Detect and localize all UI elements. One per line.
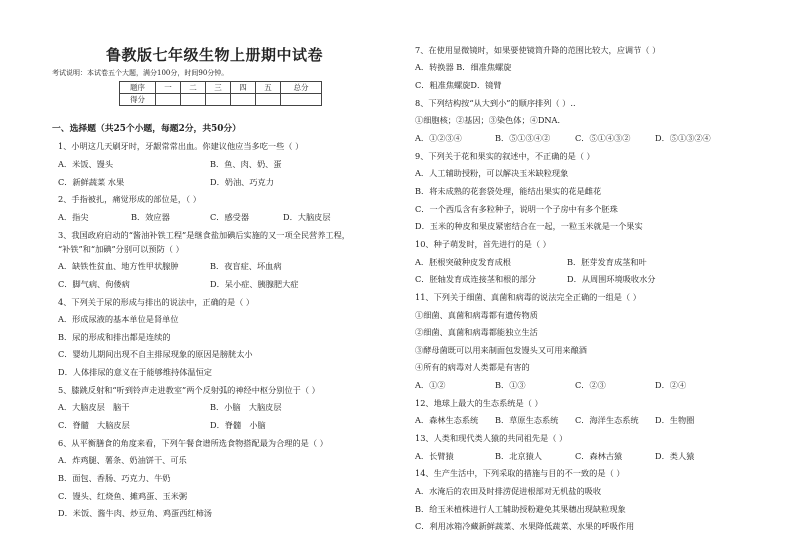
statement-text: ①细菌、真菌和病毒都有遗传物质 — [415, 310, 538, 320]
option-text: D．②④ — [655, 380, 687, 390]
option-text: C．粗准焦螺旋D．镜臂 — [415, 80, 502, 90]
option-text: A．人工辅助授粉，可以解决玉米缺粒现象 — [415, 168, 569, 178]
option-text: A．形成尿液的基本单位是肾单位 — [58, 314, 179, 324]
question-text: 4、下列关于尿的形成与排出的说法中，正确的是（ ） — [58, 297, 255, 307]
option-text: D．奶油、巧克力 — [210, 177, 274, 187]
option-text: D．人体排尿的意义在于能够维持体温恒定 — [58, 367, 212, 377]
option-text: C．婴幼儿期间出现不自主排尿现象的原因是膀胱太小 — [58, 349, 253, 359]
option-text: A．指尖 — [58, 212, 89, 222]
option-text: B．草原生态系统 — [495, 415, 559, 425]
question-text: 10、种子萌发时，首先进行的是（ ） — [415, 239, 551, 249]
score-cell: 题序 — [120, 82, 156, 94]
question-text: 5、膝跳反射和“听到铃声走进教室”两个反射弧的神经中枢分别位于（ ） — [58, 385, 320, 395]
option-text: B．夜盲症、坏血病 — [210, 261, 282, 271]
option-text: C．⑤①④③② — [575, 133, 631, 143]
option-text: B．尿的形成和排出都是连续的 — [58, 332, 171, 342]
option-text: C．脊髓 大脑皮层 — [58, 420, 130, 430]
score-cell: 一 — [156, 82, 181, 94]
score-cell: 五 — [256, 82, 281, 94]
option-text: C．馒头、红烧鱼、摊鸡蛋、玉米粥 — [58, 491, 188, 501]
question-text: “补铁”和“加碘”分别可以预防（ ） — [58, 244, 184, 254]
section-heading: 一、选择题（共25个小题，每题2分，共50分） — [52, 124, 241, 134]
option-text: C．一个西瓜含有多粒种子，说明一个子房中有多个胚珠 — [415, 204, 618, 214]
option-text: A．大脑皮层 脑干 — [58, 402, 130, 412]
option-text: C．胚轴发育成连接茎和根的部分 — [415, 274, 536, 284]
option-text: D．玉米的种皮和果皮紧密结合在一起，一粒玉米就是一个果实 — [415, 221, 643, 231]
score-cell: 二 — [181, 82, 206, 94]
option-text: C．新鲜蔬菜 水果 — [58, 177, 125, 187]
question-text: 3、我国政府启动的“酱油补铁工程”是继食盐加碘后实施的又一项全民营养工程， — [58, 230, 350, 240]
option-text: C．②③ — [575, 380, 606, 390]
option-text: B．鱼、肉、奶、蛋 — [210, 159, 282, 169]
score-cell — [206, 94, 231, 106]
option-text: D．呆小症、胰腺肥大症 — [210, 279, 299, 289]
question-text: 12、地球上最大的生态系统是（ ） — [415, 398, 543, 408]
option-text: A．转换器 B．细准焦螺旋 — [415, 62, 512, 72]
score-cell: 总分 — [281, 82, 322, 94]
option-text: D．从周围环境吸收水分 — [567, 274, 656, 284]
question-text: ①细胞核；②基因；③染色体；④DNA． — [415, 115, 566, 125]
option-text: A．长臂猿 — [415, 451, 454, 461]
option-text: A．森林生态系统 — [415, 415, 479, 425]
score-cell: 四 — [231, 82, 256, 94]
statement-text: ②细菌、真菌和病毒都能独立生活 — [415, 327, 538, 337]
option-text: B．胚芽发育成茎和叶 — [567, 257, 647, 267]
option-text: B．给玉米植株进行人工辅助授粉避免其果穗出现缺粒现象 — [415, 504, 626, 514]
option-text: D．脊髓 小脑 — [210, 420, 266, 430]
option-text: C．利用冰箱冷藏新鲜蔬菜、水果降低蔬菜、水果的呼吸作用 — [415, 521, 635, 531]
option-text: D．⑤①③②④ — [655, 133, 711, 143]
option-text: C．感受器 — [210, 212, 250, 222]
exam-note: 考试说明：本试卷五个大题，满分100分，时间90分钟。 — [52, 69, 229, 77]
option-text: B．效应器 — [131, 212, 170, 222]
score-cell — [281, 94, 322, 106]
question-text: 13、人类和现代类人猿的共同祖先是（ ） — [415, 433, 568, 443]
option-text: B．北京猿人 — [495, 451, 542, 461]
score-cell — [156, 94, 181, 106]
option-text: A．炸鸡腿、薯条、奶油饼干、可乐 — [58, 455, 187, 465]
page-title: 鲁教版七年级生物上册期中试卷 — [106, 46, 324, 64]
question-text: 11、下列关于细菌、真菌和病毒的说法完全正确的一组是（ ） — [415, 292, 641, 302]
question-text: 8、下列结构按“从大到小”的顺序排列（ ）.. — [415, 98, 576, 108]
option-text: B．⑤①③④② — [495, 133, 551, 143]
score-cell — [256, 94, 281, 106]
option-text: B．小脑 大脑皮层 — [210, 402, 282, 412]
score-cell: 三 — [206, 82, 231, 94]
option-text: B．面包、香肠、巧克力、牛奶 — [58, 473, 171, 483]
score-cell — [181, 94, 206, 106]
score-header-row — [120, 82, 322, 94]
option-text: A．缺铁性贫血、地方性甲状腺肿 — [58, 261, 179, 271]
option-text: C．脚气病、佝偻病 — [58, 279, 130, 289]
score-cell — [231, 94, 256, 106]
question-text: 2、手指被扎，痛觉形成的部位是，（ ） — [58, 194, 201, 204]
question-text: 1、小明这几天刷牙时，牙龈常常出血。你建议他应当多吃一些（ ） — [58, 141, 304, 151]
option-text: A．①②③④ — [415, 133, 462, 143]
option-text: B．将未成熟的花套袋处理，能结出果实的花是雌花 — [415, 186, 602, 196]
question-text: 9、下列关于花和果实的叙述中，不正确的是（ ） — [415, 151, 595, 161]
question-text: 7、在使用显微镜时，如果要使镜筒升降的范围比较大，应调节（ ） — [415, 45, 661, 55]
question-text: 14、生产生活中，下列采取的措施与目的不一致的是（ ） — [415, 468, 625, 478]
option-text: A．胚根突破种皮发育成根 — [415, 257, 511, 267]
option-text: A．①② — [415, 380, 446, 390]
statement-text: ④所有的病毒对人类都是有害的 — [415, 362, 530, 372]
option-text: C．森林古猿 — [575, 451, 623, 461]
option-text: D．米饭、酱牛肉、炒豆角、鸡蛋西红柿汤 — [58, 508, 212, 518]
option-text: A．米饭、馒头 — [58, 159, 114, 169]
option-text: B．①③ — [495, 380, 526, 390]
question-text: 6、从平衡膳食的角度来看，下列午餐食谱所选食物搭配最为合理的是（ ） — [58, 438, 328, 448]
option-text: A．水淹后的农田及时排涝促进根部对无机盐的吸收 — [415, 486, 602, 496]
option-text: D．大脑皮层 — [283, 212, 331, 222]
statement-text: ③酵母菌既可以用来制面包发馒头又可用来酿酒 — [415, 345, 587, 355]
option-text: D．类人猿 — [655, 451, 695, 461]
option-text: D．生物圈 — [655, 415, 695, 425]
score-cell: 得分 — [120, 94, 156, 106]
option-text: C．海洋生态系统 — [575, 415, 639, 425]
score-table — [119, 81, 322, 106]
score-value-row — [120, 94, 322, 106]
